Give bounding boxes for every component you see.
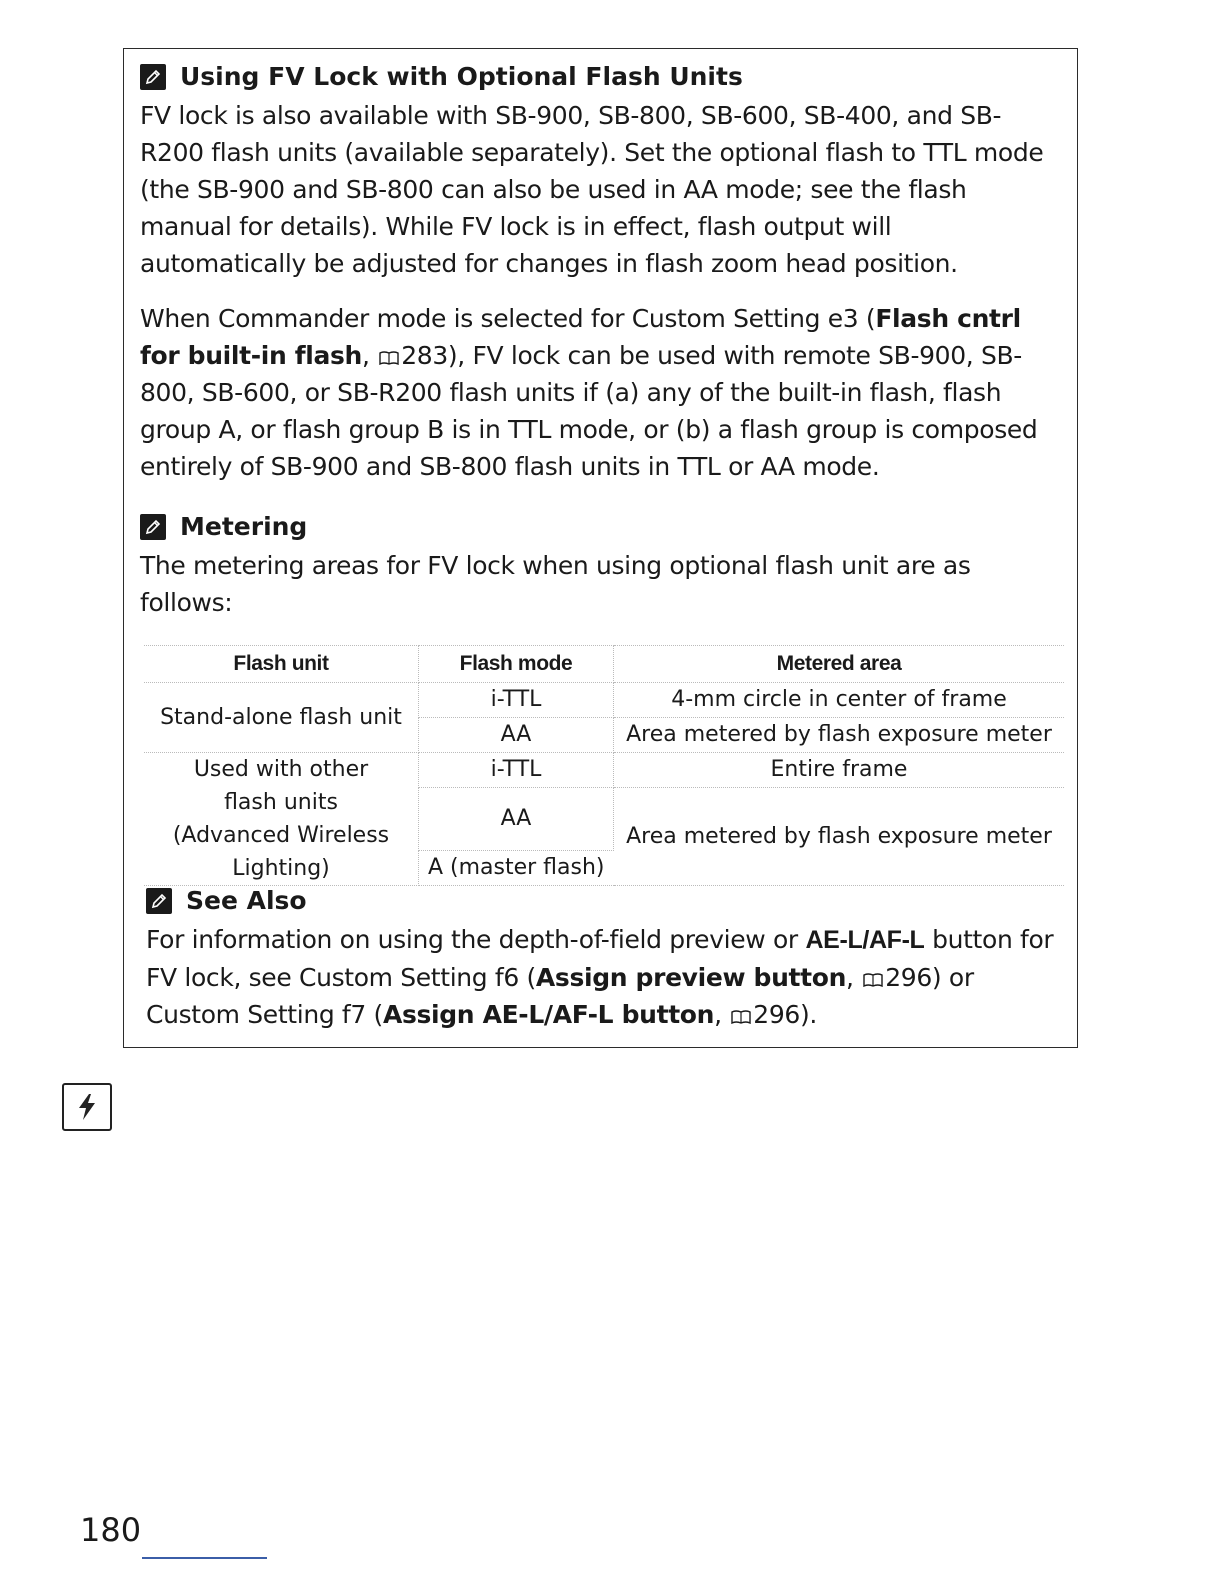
cell-metered-area: 4-mm circle in center of frame bbox=[614, 683, 1065, 718]
page-reference-icon bbox=[731, 1010, 751, 1024]
column-header-metered-area: Metered area bbox=[614, 646, 1065, 683]
cell-metered-area: Area metered by flash exposure meter bbox=[614, 788, 1065, 886]
cell-flash-unit: Stand-alone flash unit bbox=[144, 683, 419, 753]
fv-lock-heading bbox=[140, 61, 1059, 93]
pencil-note-icon bbox=[146, 888, 172, 914]
table-header-row bbox=[144, 646, 1064, 683]
cell-flash-unit: Used with other flash units (Advanced Wireless Lighting) bbox=[144, 753, 419, 886]
fv-lock-paragraph-2: When Commander mode is selected for Custom Setting e3 (Flash cntrl for built-in flash, 283), FV lock can be used with remote SB-900, SB-800, SB-600, or SB-R200 flash units if (a) any of the built-in flash, flash group A, or flash group B is in TTL mode, or (b) a flash group is composed entirely of SB-900 and SB-800 flash units in TTL or AA mode. bbox=[140, 304, 1038, 481]
assign-preview-button-setting: Assign preview button bbox=[535, 963, 847, 992]
fv-lock-paragraph-1: FV lock is also available with SB-900, SB-800, SB-600, SB-400, and SB-R200 flash units (available separately). Set the optional flash to TTL mode (the SB-900 and SB-800 can also be used in AA mode; see the flash manual for details). While FV lock is in effect, flash output will automatically be adjusted for changes in flash zoom head position. bbox=[140, 101, 1044, 278]
assign-ae-l-af-l-setting: Assign AE-L/AF-L button bbox=[382, 1000, 715, 1029]
flash-section-tab bbox=[62, 1083, 112, 1131]
cell-flash-mode: AA bbox=[419, 718, 614, 753]
see-also-paragraph: For information on using the depth-of-field preview or AE-L/AF-L button for FV lock, see Custom Setting f6 (Assign preview button, 296) or Custom Setting f7 (Assign AE-L/AF-L button, 296). bbox=[146, 925, 1054, 1029]
metering-heading bbox=[140, 511, 1059, 543]
page-number: 180 bbox=[80, 1511, 142, 1549]
see-also-heading bbox=[146, 885, 1059, 917]
see-also-note bbox=[146, 885, 1059, 1033]
cell-metered-area: Entire frame bbox=[614, 753, 1065, 788]
cell-flash-mode: i-TTL bbox=[419, 683, 614, 718]
page-reference: 296 bbox=[885, 963, 932, 992]
flash-cntrl-setting-name: Flash cntrl for built-in flash bbox=[140, 304, 1021, 370]
cell-flash-mode: A (master flash) bbox=[419, 851, 614, 886]
ae-l-af-l-button-name: AE-L/AF-L bbox=[805, 926, 925, 954]
page-reference-icon bbox=[379, 351, 399, 365]
see-also-title: See Also bbox=[186, 886, 307, 915]
cell-metered-area: Area metered by flash exposure meter bbox=[614, 718, 1065, 753]
metering-table bbox=[144, 645, 1064, 886]
cell-flash-mode: i-TTL bbox=[419, 753, 614, 788]
table-row bbox=[144, 683, 1064, 718]
pencil-note-icon bbox=[140, 514, 166, 540]
note-box bbox=[123, 48, 1078, 1048]
metering-intro: The metering areas for FV lock when using optional flash unit are as follows: bbox=[140, 551, 971, 617]
pencil-note-icon bbox=[140, 64, 166, 90]
fv-lock-note bbox=[140, 61, 1059, 485]
column-header-flash-unit: Flash unit bbox=[144, 646, 419, 683]
page-reference: 283 bbox=[401, 341, 448, 370]
flash-icon bbox=[73, 1092, 101, 1122]
page-number-rule bbox=[142, 1557, 267, 1559]
page-reference: 296 bbox=[753, 1000, 800, 1029]
fv-lock-title: Using FV Lock with Optional Flash Units bbox=[180, 62, 743, 91]
metering-note bbox=[140, 511, 1059, 621]
page-reference-icon bbox=[863, 973, 883, 987]
cell-flash-mode: AA bbox=[419, 788, 614, 851]
column-header-flash-mode: Flash mode bbox=[419, 646, 614, 683]
metering-title: Metering bbox=[180, 512, 308, 541]
table-row bbox=[144, 753, 1064, 788]
